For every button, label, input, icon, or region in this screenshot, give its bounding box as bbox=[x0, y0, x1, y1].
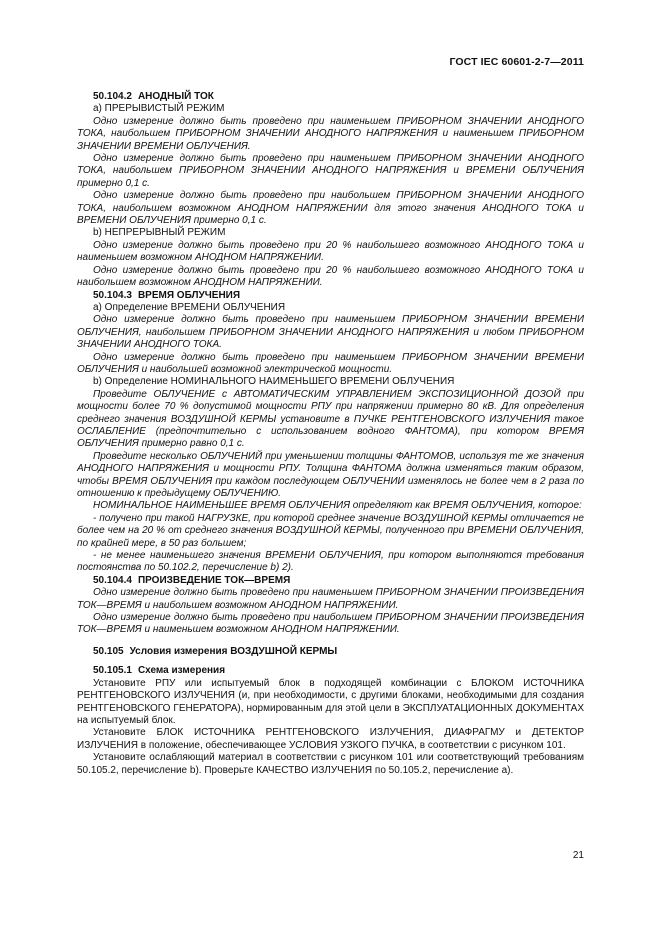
section-number: 50.104.2 bbox=[93, 91, 132, 102]
section-title: Схема измерения bbox=[137, 665, 226, 677]
list-item-b: b) Определение НОМИНАЛЬНОГО НАИМЕНЬШЕГО ВРЕМЕНИ ОБЛУЧЕНИЯ bbox=[93, 376, 455, 388]
section-title: АНОДНЫЙ ТОК bbox=[137, 91, 214, 102]
dash-list-item: - не менее наименьшего значения ВРЕМЕНИ ОБЛУЧЕНИЯ, при котором выполняются требования постоянства по 50.102.2, перечисление b) 2). bbox=[77, 550, 584, 574]
section-number: 50.105 bbox=[93, 645, 124, 657]
paragraph: Одно измерение должно быть проведено при наименьшем ПРИБОРНОМ ЗНАЧЕНИИ ВРЕМЕНИ ОБЛУЧЕНИЯ, наибольшем ПРИБОРНОМ ЗНАЧЕНИИ АНОДНОГО НАПРЯЖЕНИЯ и любом ПРИБОРНОМ ЗНАЧЕНИИ АНОДНОГО ТОКА. bbox=[77, 314, 584, 351]
section-heading-50-105-1 bbox=[77, 665, 584, 677]
section-heading-50-104-4 bbox=[77, 575, 584, 587]
paragraph: Одно измерение должно быть проведено при наименьшем ПРИБОРНОМ ЗНАЧЕНИИ АНОДНОГО ТОКА, наибольшем ПРИБОРНОМ ЗНАЧЕНИИ АНОДНОГО НАПРЯЖЕНИЯ и наименьшем ПРИБОРНОМ ЗНАЧЕНИИ ВРЕМЕНИ ОБЛУЧЕНИЯ. bbox=[77, 115, 584, 152]
paragraph: Проведите несколько ОБЛУЧЕНИЙ при уменьшении толщины ФАНТОМОВ, используя те же значения АНОДНОГО НАПРЯЖЕНИЯ и мощности РПУ. Толщина ФАНТОМА должна изменяться таким образом, чтобы ВРЕМЯ ОБЛУЧЕНИЯ при каждом последующем ОБЛУЧЕНИИ изменялось не более чем в 2 раза по отношению к предыдущему ОБЛУЧЕНИЮ. bbox=[77, 450, 584, 499]
paragraph: Одно измерение должно быть проведено при 20 % наибольшего возможного АНОДНОГО ТОКА и наибольшем возможном АНОДНОМ НАПРЯЖЕНИИ. bbox=[77, 264, 584, 289]
paragraph: Одно измерение должно быть проведено при 20 % наибольшего возможного АНОДНОГО ТОКА и наименьшем возможном АНОДНОМ НАПРЯЖЕНИИ. bbox=[77, 239, 584, 264]
section-title: Условия измерения ВОЗДУШНОЙ КЕРМЫ bbox=[129, 645, 338, 657]
list-item-b: b) НЕПРЕРЫВНЫЙ РЕЖИМ bbox=[93, 227, 226, 239]
list-item-a: а) ПРЕРЫВИСТЫЙ РЕЖИМ bbox=[93, 103, 225, 115]
paragraph: Установите БЛОК ИСТОЧНИКА РЕНТГЕНОВСКОГО ИЗЛУЧЕНИЯ, ДИАФРАГМУ и ДЕТЕКТОР ИЗЛУЧЕНИЯ в положение, обеспечивающее УСЛОВИЯ УЗКОГО ПУЧКА, в соответствии с рисунком 101. bbox=[77, 727, 584, 751]
section-number: 50.104.3 bbox=[93, 289, 132, 301]
paragraph: Одно измерение должно быть проведено при наибольшем ПРИБОРНОМ ЗНАЧЕНИИ ПРОИЗВЕДЕНИЯ ТОК—ВРЕМЯ и наименьшем возможном АНОДНОМ НАПРЯЖЕНИИ. bbox=[77, 612, 584, 636]
list-item-a: а) Определение ВРЕМЕНИ ОБЛУЧЕНИЯ bbox=[93, 301, 286, 313]
page-number: 21 bbox=[572, 850, 584, 861]
paragraph: Проведите ОБЛУЧЕНИЕ с АВТОМАТИЧЕСКИМ УПРАВЛЕНИЕМ ЭКСПОЗИЦИОННОЙ ДОЗОЙ при мощности более 70 % допустимой мощности РПУ при напряжении примерно 80 кВ. Для определения среднего значения ВОЗДУШНОЙ КЕРМЫ установите в ПУЧКЕ РЕНТГЕНОВСКОГО ИЗЛУЧЕНИЯ такое ОСЛАБЛЕНИЕ (предпочтительно с использованием водного ФАНТОМА), при котором ВРЕМЯ ОБЛУЧЕНИЯ примерно равно 0,1 с. bbox=[77, 388, 584, 450]
paragraph: Установите ослабляющий материал в соответствии с рисунком 101 или соответствующий требованиям 50.105.2, перечисление b). Проверьте КАЧЕСТВО ИЗЛУЧЕНИЯ по 50.105.2, перечисление а). bbox=[77, 752, 584, 776]
paragraph: Установите РПУ или испытуемый блок в подходящей комбинации с БЛОКОМ ИСТОЧНИКА РЕНТГЕНОВСКОГО ИЗЛУЧЕНИЯ (и, при необходимости, с другими блоками, необходимыми для создания РЕНТГЕНОВСКОГО ГЕНЕРАТОРА), нормированным для этой цели в ЭКСПЛУАТАЦИОННЫХ ДОКУМЕНТАХ на испытуемый блок. bbox=[77, 677, 584, 726]
section-title: ПРОИЗВЕДЕНИЕ ТОК—ВРЕМЯ bbox=[137, 574, 291, 586]
section-title: ВРЕМЯ ОБЛУЧЕНИЯ bbox=[137, 289, 241, 301]
section-heading-50-105 bbox=[77, 646, 584, 658]
section-heading-50-104-2 bbox=[77, 91, 584, 103]
page-body bbox=[77, 91, 584, 777]
paragraph: Одно измерение должно быть проведено при наименьшем ПРИБОРНОМ ЗНАЧЕНИИ АНОДНОГО ТОКА, наибольшем ПРИБОРНОМ ЗНАЧЕНИИ АНОДНОГО НАПРЯЖЕНИЯ и ВРЕМЕНИ ОБЛУЧЕНИЯ примерно 0,1 с. bbox=[77, 153, 584, 189]
paragraph: Одно измерение должно быть проведено при наибольшем ПРИБОРНОМ ЗНАЧЕНИИ АНОДНОГО ТОКА, наибольшем возможном АНОДНОМ НАПРЯЖЕНИИ для этого значения АНОДНОГО ТОКА и ВРЕМЕНИ ОБЛУЧЕНИЯ примерно 0,1 с. bbox=[77, 190, 584, 227]
paragraph: Одно измерение должно быть проведено при наименьшем ПРИБОРНОМ ЗНАЧЕНИИ ВРЕМЕНИ ОБЛУЧЕНИЯ и наибольшей возможной электрической мощности. bbox=[77, 351, 584, 375]
section-heading-50-104-3 bbox=[77, 290, 584, 302]
section-number: 50.105.1 bbox=[93, 665, 132, 677]
standard-header: ГОСТ IEC 60601-2-7—2011 bbox=[449, 56, 584, 68]
section-number: 50.104.4 bbox=[93, 574, 132, 586]
dash-list-item: - получено при такой НАГРУЗКЕ, при которой среднее значение ВОЗДУШНОЙ КЕРМЫ отличается не более чем на 20 % от среднего значения ВОЗДУШНОЙ КЕРМЫ, полученного при ВРЕМЕНИ ОБЛУЧЕНИЯ, по крайней мере, в 50 раз большем; bbox=[77, 512, 584, 549]
paragraph: Одно измерение должно быть проведено при наименьшем ПРИБОРНОМ ЗНАЧЕНИИ ПРОИЗВЕДЕНИЯ ТОК—ВРЕМЯ и наибольшем возможном АНОДНОМ НАПРЯЖЕНИИ. bbox=[77, 587, 584, 611]
paragraph: НОМИНАЛЬНОЕ НАИМЕНЬШЕЕ ВРЕМЯ ОБЛУЧЕНИЯ определяют как ВРЕМЯ ОБЛУЧЕНИЯ, которое: bbox=[93, 500, 582, 512]
